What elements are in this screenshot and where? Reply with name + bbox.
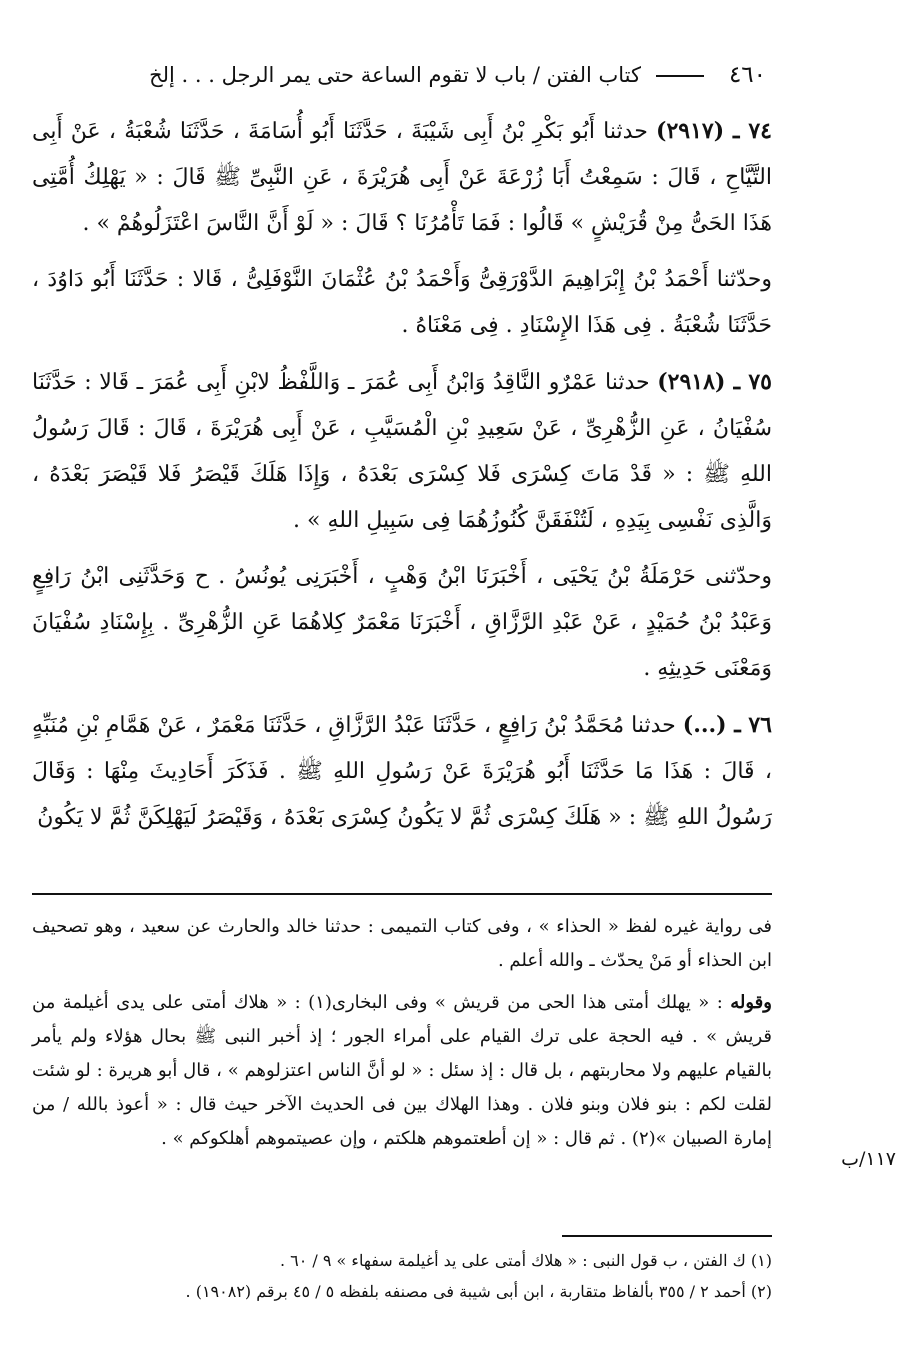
commentary-paragraph <box>32 986 772 1156</box>
commentary-lead: وقوله <box>730 992 772 1013</box>
hadith-paragraph <box>32 702 772 841</box>
section-divider <box>32 893 772 895</box>
hadith-paragraph <box>32 108 772 247</box>
running-title: كتاب الفتن / باب لا تقوم الساعة حتى يمر الرجل . . . إلخ <box>149 63 641 87</box>
commentary-paragraph <box>32 910 772 978</box>
hadith-number: ٧٤ ـ (٢٩١٧) <box>656 118 772 144</box>
header-rule <box>656 75 704 77</box>
footnote-rule <box>562 1235 772 1237</box>
hadith-paragraph <box>32 554 772 692</box>
hadith-number: ٧٥ ـ (٢٩١٨) <box>657 369 772 395</box>
footnote: (٢) أحمد ٢ / ٣٥٥ بألفاظ متقاربة ، ابن أبى شيبة فى مصنفه بلفظه ٥ / ٤٥ برقم (١٩٠٨٢) . <box>185 1282 772 1301</box>
hadith-body: حدثنا مُحَمَّدُ بْنُ رَافِعٍ ، حَدَّثَنَا عَبْدُ الرَّزَّاقِ ، حَدَّثَنَا مَعْمَرٌ ، عَنْ هَمَّامِ بْنِ مُنَبِّهٍ ، قَالَ : هَذَا مَا حَدَّثَنَا أَبُو هُرَيْرَةَ عَنْ رَسُولِ اللهِ ﷺ . فَذَكَرَ أَحَادِيثَ مِنْهَا : وَقَالَ رَسُولُ اللهِ ﷺ : « هَلَكَ كِسْرَى ثُمَّ لا يَكُونُ كِسْرَى بَعْدَهُ ، وَقَيْصَرُ لَيَهْلِكَنَّ ثُمَّ لا يَكُونُ <box>32 713 772 830</box>
hadith-body: حدثنا عَمْرٌو النَّاقِدُ وَابْنُ أَبِى عُمَرَ ـ وَاللَّفْظُ لابْنِ أَبِى عُمَرَ ـ قَالا : حَدَّثَنَا سُفْيَانُ ، عَنِ الزُّهْرِىِّ ، عَنْ سَعِيدِ بْنِ الْمُسَيَّبِ ، عَنْ أَبِى هُرَيْرَةَ ، قَالَ : قَالَ رَسُولُ اللهِ ﷺ : « قَدْ مَاتَ كِسْرَى فَلا كِسْرَى بَعْدَهُ ، وَإِذَا هَلَكَ قَيْصَرُ فَلا قَيْصَرَ بَعْدَهُ ، وَالَّذِى نَفْسِى بِيَدِهِ ، لَتُنْفَقَنَّ كُنُوزُهُمَا فِى سَبِيلِ اللهِ » . <box>32 370 772 533</box>
hadith-number: ٧٦ ـ (...) <box>682 712 772 738</box>
margin-folio-note: ١١٧/ب <box>841 1148 896 1170</box>
hadith-body: وحدّثنا أَحْمَدُ بْنُ إِبْرَاهِيمَ الدَّوْرَقِىُّ وَأَحْمَدُ بْنُ عُثْمَانَ النَّوْفَلِىُّ ، قَالا : حَدَّثَنَا أَبُو دَاوُدَ ، حَدَّثَنَا شُعْبَةُ . فِى هَذَا الإِسْنَادِ . فِى مَعْنَاهُ . <box>32 267 772 338</box>
page-header <box>36 58 766 98</box>
hadith-body: حدثنا أَبُو بَكْرِ بْنُ أَبِى شَيْبَةَ ، حَدَّثَنَا أَبُو أُسَامَةَ ، حَدَّثَنَا شُعْبَةُ ، عَنْ أَبِى التَّيَّاحِ ، قَالَ : سَمِعْتُ أَبَا زُرْعَةَ عَنْ أَبِى هُرَيْرَةَ ، عَنِ النَّبِىِّ ﷺ قَالَ : « يَهْلِكُ أُمَّتِى هَذَا الحَىُّ مِنْ قُرَيْشٍ » قَالُوا : فَمَا تَأْمُرُنَا ؟ قَالَ : « لَوْ أَنَّ النَّاسَ اعْتَزَلُوهُمْ » . <box>32 119 772 236</box>
page-number: ٤٦٠ <box>728 62 766 88</box>
hadith-paragraph <box>32 359 772 544</box>
footnote: (١) ك الفتن ، ب قول النبى : « هلاك أمتى على يد أغيلمة سفهاء » ٩ / ٦٠ . <box>279 1251 772 1270</box>
commentary-body: : « يهلك أمتى هذا الحى من قريش » وفى البخارى(١) : « هلاك أمتى على يدى أغيلمة من قريش » . فيه الحجة على ترك القيام على أمراء الجور ؛ إذ أخبر النبى ﷺ بحال هؤلاء ولم يأمر بالقيام عليهم ولا محاربتهم ، بل قال : إذ سئل : « لو أنَّ الناس اعتزلوهم » ، قال أبو هريرة : لو شئت لقلت لكم : بنو فلان وبنو فلان . وهذا الهلاك بين فى الحديث الآخر حيث قال : « أعوذ بالله / من إمارة الصبيان »(٢) . ثم قال : « إن أطعتموهم هلكتم ، وإن عصيتموهم أهلكوكم » . <box>32 992 772 1149</box>
hadith-text <box>32 108 772 851</box>
commentary <box>32 910 772 1164</box>
commentary-body: فى رواية غيره لفظ « الحذاء » ، وفى كتاب التميمى : حدثنا خالد والحارث عن سعيد ، وهو تصحيف ابن الحذاء أو مَنْ يحدّث ـ والله أعلم . <box>32 916 772 971</box>
hadith-body: وحدّثنى حَرْمَلَةُ بْنُ يَحْيَى ، أَخْبَرَنَا ابْنُ وَهْبٍ ، أَخْبَرَنِى يُونُسُ . ح وَحَدَّثَنِى ابْنُ رَافِعٍ وَعَبْدُ بْنُ حُمَيْدٍ ، عَنْ عَبْدِ الرَّزَّاقِ ، أَخْبَرَنَا مَعْمَرٌ كِلاهُمَا عَنِ الزُّهْرِىِّ . بِإِسْنَادِ سُفْيَانَ وَمَعْنَى حَدِيثِهِ . <box>32 564 772 681</box>
hadith-paragraph <box>32 257 772 349</box>
footnotes <box>32 1245 772 1307</box>
